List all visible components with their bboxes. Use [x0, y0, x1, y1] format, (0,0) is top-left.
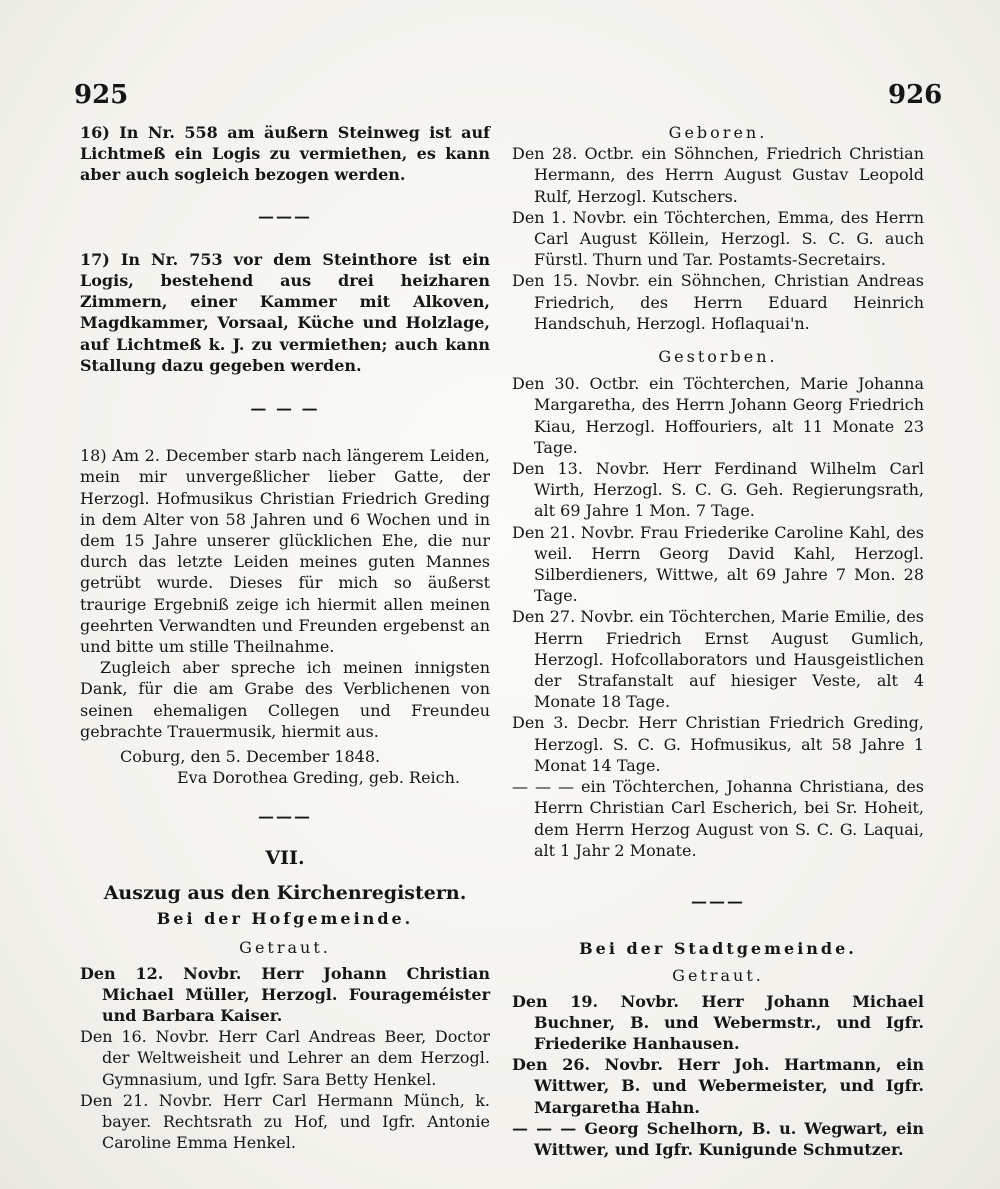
right-column — [512, 122, 924, 1160]
birth-entry-3: Den 15. Novbr. ein Söhnchen, Christian Andreas Friedrich, des Herrn Eduard Heinrich Handschuh, Herzogl. Hoflaquai'n. — [512, 271, 924, 333]
notice-16: 16) In Nr. 558 am äußern Steinweg ist auf Lichtmeß ein Logis zu vermiethen, es kann aber auch sogleich bezogen werden. — [80, 123, 490, 185]
page-number-left: 925 — [74, 80, 129, 110]
birth-entry-2: Den 1. Novbr. ein Töchterchen, Emma, des Herrn Carl August Köllein, Herzogl. S. C. G. auch Fürstl. Thurn und Tar. Postamts-Secretairs. — [512, 207, 924, 270]
subheading-stadtgemeinde: Bei der Stadtgemeinde. — [579, 939, 857, 959]
marriage-entry-1: Den 12. Novbr. Herr Johann Christian Michael Müller, Herzogl. Fourageméister und Barbara Kaiser. — [80, 963, 490, 1025]
notice-17: 17) In Nr. 753 vor dem Steinthore ist ein Logis, bestehend aus drei heizharen Zimmern, einer Kammer mit Alkoven, Magdkammer, Vorsaal, Küche und Holzlage, auf Lichtmeß k. J. zu vermiethen; auch kann Stallung dazu gegeben werden. — [80, 249, 490, 375]
separator-3: ——— — [258, 807, 312, 827]
notice-18: 18) Am 2. December starb nach längerem Leiden, mein mir unvergeßlicher lieber Gatte, der Herzogl. Hofmusikus Christian Friedrich Greding in dem Alter von 58 Jahren und 6 Wochen und in dem 15 Jahre unserer glücklichen Ehe, die nur durch das letzte Leiden meines guten Mannes getrübt wurde. Dieses für mich so äußerst traurige Ergebniß zeige ich hiermit allen meinen geehrten Verwandten und Freunden ergebenst an und bitte um stille Theilnahme. — [80, 446, 490, 657]
section-number: VII. — [265, 846, 305, 869]
birth-entry-1: Den 28. Octbr. ein Söhnchen, Friedrich Christian Hermann, des Herrn August Gustav Leopold Rulf, Herzogl. Kutschers. — [512, 144, 924, 206]
subheading-hofgemeinde: Bei der Hofgemeinde. — [156, 909, 414, 929]
stadt-marriage-entry-1: Den 19. Novbr. Herr Johann Michael Buchner, B. und Webermstr., und Igfr. Friederike Hanhausen. — [512, 991, 924, 1053]
page-number-right: 926 — [888, 80, 943, 110]
death-entry-2: Den 13. Novbr. Herr Ferdinand Wilhelm Carl Wirth, Herzogl. S. C. G. Geh. Regierungsrath, alt 69 Jahre 1 Mon. 7 Tage. — [512, 459, 924, 521]
death-entry-4: Den 27. Novbr. ein Töchterchen, Marie Emilie, des Herrn Friedrich Ernst August Gumlich, Herzogl. Hofcollaborators und Hausgeistlichen der Strafanstalt auf hiesiger Veste, alt 4 Monate 18 Tage. — [512, 607, 924, 712]
heading-getraut-hof: Getraut. — [239, 938, 331, 958]
place-date: Coburg, den 5. December 1848. — [120, 747, 381, 767]
death-entry-5: Den 3. Decbr. Herr Christian Friedrich Greding, Herzogl. S. C. G. Hofmusikus, alt 58 Jahre 1 Monat 14 Tage. — [512, 713, 924, 775]
section-title: Auszug aus den Kirchenregistern. — [103, 881, 467, 904]
separator-1: ——— — [258, 206, 312, 226]
stadt-marriage-entry-2: Den 26. Novbr. Herr Joh. Hartmann, ein Wittwer, B. und Webermeister, und Igfr. Margaretha Hahn. — [512, 1055, 924, 1117]
heading-geboren: Geboren. — [668, 123, 768, 142]
heading-getraut-stadt: Getraut. — [672, 966, 764, 986]
stadt-marriage-entry-3: — — — Georg Schelhorn, B. u. Wegwart, ein Wittwer, und Igfr. Kunigunde Schmutzer. — [512, 1118, 924, 1159]
death-entry-1: Den 30. Octbr. ein Töchterchen, Marie Johanna Margaretha, des Herrn Johann Georg Friedrich Kiau, Herzogl. Hoffouriers, alt 11 Monate 23 Tage. — [512, 374, 924, 457]
marriage-entry-3: Den 21. Novbr. Herr Carl Hermann Münch, k. bayer. Rechtsrath zu Hof, und Igfr. Antonie Caroline Emma Henkel. — [80, 1090, 490, 1153]
notice-18-thanks: Zugleich aber spreche ich meinen innigsten Dank, für die am Grabe des Verblichenen von seinen ehemaligen Collegen und Freundeu gebrachte Trauermusik, hiermit aus. — [80, 658, 490, 741]
death-entry-3: Den 21. Novbr. Frau Friederike Caroline Kahl, des weil. Herrn Georg David Kahl, Herzogl. Silberdieners, Wittwe, alt 69 Jahre 7 Mon. 28 Tage. — [512, 522, 924, 606]
heading-gestorben: Gestorben. — [658, 347, 778, 367]
marriage-entry-2: Den 16. Novbr. Herr Carl Andreas Beer, Doctor der Weltweisheit und Lehrer an dem Herzogl. Gymnasium, und Igfr. Sara Betty Henkel. — [80, 1027, 490, 1089]
separator-right: ——— — [691, 891, 745, 911]
separator-2: — — — — [250, 399, 320, 419]
left-column — [80, 122, 490, 1153]
signature: Eva Dorothea Greding, geb. Reich. — [177, 768, 460, 788]
death-entry-6: — — — ein Töchterchen, Johanna Christiana, des Herrn Christian Carl Escherich, bei Sr. Hoheit, dem Herrn Herzog August von S. C. G. Laquai, alt 1 Jahr 2 Monate. — [512, 777, 924, 860]
